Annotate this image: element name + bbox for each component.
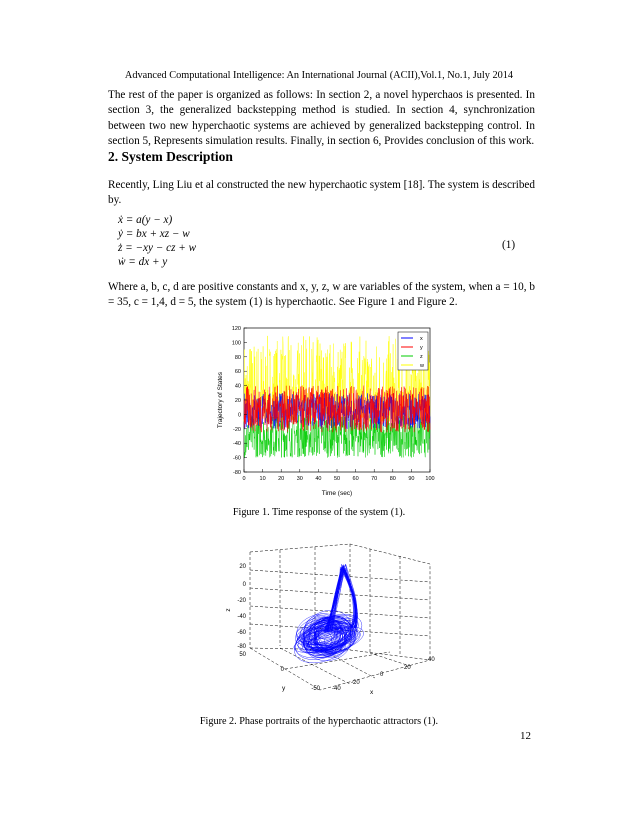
equation-x: ẋ = a(y − x): [118, 214, 173, 226]
y-tick-minus50: -50: [311, 686, 320, 692]
figure2-attractor: [288, 564, 367, 671]
x-tick-minus20: -20: [351, 680, 360, 686]
equation-z: ż = −xy − cz + w: [118, 242, 197, 254]
y-tick-label: 60: [234, 369, 241, 376]
x-tick-label: 50: [333, 476, 341, 482]
figure2-caption: Figure 2. Phase portraits of the hyperchaotic attractors (1).: [199, 716, 439, 727]
legend-label-z: z: [420, 354, 423, 360]
figure2-xlabel: x: [370, 689, 374, 696]
y-tick-label: 100: [231, 340, 241, 347]
z-tick-0: 0: [242, 582, 246, 588]
x-tick-0: 0: [380, 672, 384, 678]
z-tick-minus20: -20: [237, 598, 246, 604]
journal-header: Advanced Computational Intelligence: An International Journal (ACII),Vol.1, No.1, July 2014: [124, 70, 514, 81]
y-tick-label: 20: [234, 398, 241, 404]
z-tick-minus80: -80: [237, 644, 246, 650]
legend-label-x: x: [420, 336, 423, 342]
z-tick-minus60: -60: [237, 630, 246, 636]
figure2-chart: [220, 540, 444, 698]
y-tick-label: -80: [233, 470, 241, 476]
legend-label-y: y: [420, 345, 423, 351]
y-tick-50: 50: [239, 652, 246, 658]
section-title: 2. System Description: [108, 149, 233, 164]
figure2-ylabel: y: [282, 685, 286, 692]
x-tick-20: 20: [404, 665, 411, 671]
x-tick-label: 90: [408, 476, 415, 482]
equation-y: ẏ = bx + xz − w: [118, 228, 190, 240]
description-paragraph: Recently, Ling Liu et al constructed the new hyperchaotic system [18]. The system is described by.: [108, 179, 535, 207]
page-number: 12: [520, 730, 531, 742]
figure1-ylabel: Trajectory of States: [217, 371, 224, 429]
equation-w: ẇ = dx + y: [118, 256, 168, 268]
figure2-zlabel: z: [225, 608, 232, 612]
x-tick-label: 40: [315, 476, 322, 482]
x-tick-label: 20: [278, 476, 285, 482]
y-tick-label: -40: [233, 441, 241, 448]
x-tick-minus40: -40: [332, 686, 341, 692]
y-tick-label: 40: [234, 383, 241, 390]
figure1-caption: Figure 1. Time response of the system (1).: [232, 507, 406, 518]
figure1-xlabel: Time (sec): [321, 490, 353, 497]
y-tick-label: -20: [233, 426, 241, 433]
y-tick-0: 0: [280, 667, 284, 673]
x-tick-40: 40: [428, 657, 435, 663]
x-tick-label: 30: [296, 476, 303, 482]
y-tick-label: 120: [231, 326, 241, 332]
x-tick-label: 60: [352, 476, 359, 482]
y-tick-label: -60: [233, 455, 241, 462]
intro-paragraph: The rest of the paper is organized as follows: In section 2, a novel hyperchaos is presented. In section 3, the generalized backstepping method is studied. In section 4, synchronization between two new hyperchaotic systems are achieved by generalized backstepping control. In section 5, Represents simulation results. Finally, in section 6, Provides conclusion of this work.: [108, 89, 535, 147]
figure1-legend: [398, 332, 428, 370]
z-tick-minus40: -40: [237, 614, 246, 620]
where-paragraph: Where a, b, c, d are positive constants and x, y, z, w are variables of the system, when a = 10, b = 35, c = 1,4, d = 5, the system (1) is hyperchaotic. See Figure 1 and Figure 2.: [108, 281, 535, 309]
equation-number: (1): [502, 239, 516, 251]
x-tick-label: 100: [425, 476, 435, 482]
figure1-chart: [208, 320, 446, 498]
x-tick-label: 10: [259, 476, 266, 482]
z-tick-20: 20: [239, 564, 246, 570]
legend-label-w: w: [420, 363, 424, 369]
y-tick-label: 80: [234, 354, 241, 361]
x-tick-label: 70: [371, 476, 378, 482]
y-tick-label: 0: [237, 412, 241, 419]
x-tick-label: 80: [389, 476, 396, 482]
x-tick-label: 0: [242, 476, 246, 482]
